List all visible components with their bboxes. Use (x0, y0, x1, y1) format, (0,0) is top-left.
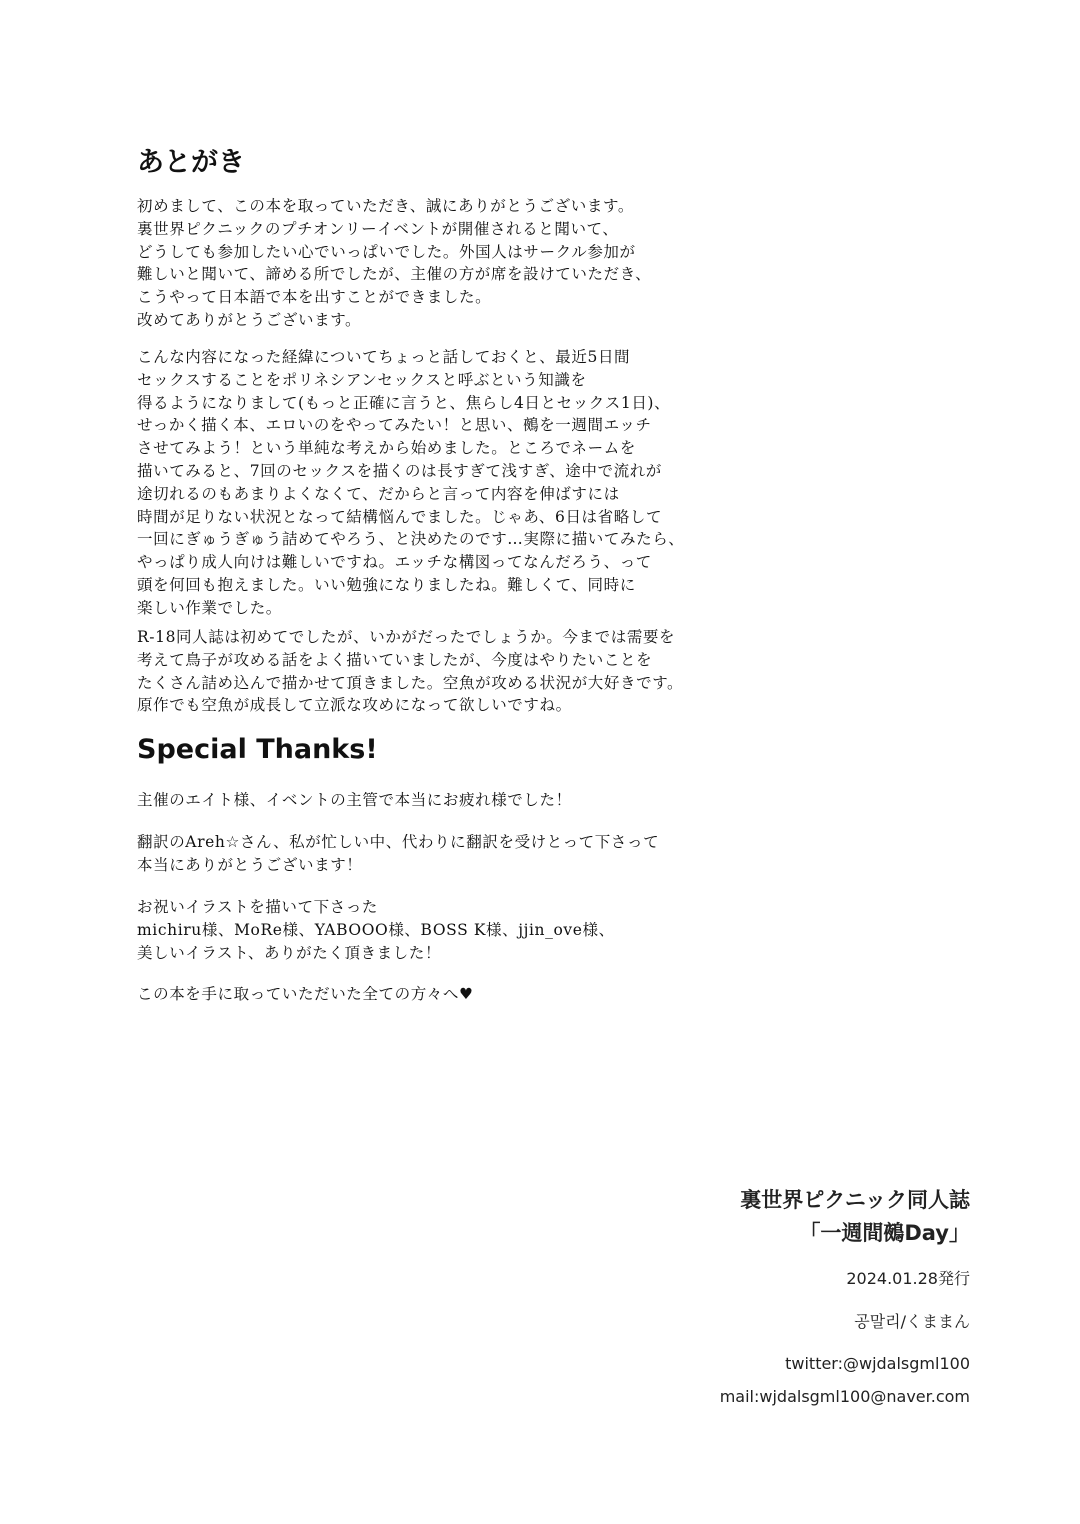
text-line: やっぱり成人向けは難しいですね。エッチな構図ってなんだろう、って (137, 553, 652, 572)
text-line: 途切れるのもあまりよくなくて、だからと言って内容を伸ばすには (137, 484, 620, 503)
text-line: 主催のエイト様、イベントの主管で本当にお疲れ様でした！ (137, 791, 572, 809)
text-line: セックスすることをポリネシアンセックスと呼ぶという知識を (137, 370, 587, 389)
afterword-paragraph-2 (137, 346, 757, 620)
text-line: 考えて鳥子が攻める話をよく描いていましたが、今度はやりたいことを (137, 650, 653, 669)
text-line: 頭を何回も抱えました。いい勉強になりましたね。難しくて、同時に (137, 575, 636, 594)
thanks-paragraph-2 (137, 831, 757, 877)
text-line: たくさん詰め込んで描かせて頂きました。空魚が攻める状況が大好きです。 (137, 673, 684, 692)
text-line: 改めてありがとうございます。 (137, 310, 362, 329)
text-line: 本当にありがとうございます！ (137, 855, 363, 874)
text-line: こんな内容になった経緯についてちょっと話しておくと、最近5日間 (137, 348, 631, 366)
authors: 공말리/くままん (854, 1312, 970, 1331)
book-title-line-2: 「一週間鵺Day」 (799, 1221, 970, 1245)
text-line: R-18同人誌は初めてでしたが、いかがだったでしょうか。今までは需要を (137, 628, 676, 646)
text-line: お祝いイラストを描いて下さった (137, 898, 379, 916)
thanks-paragraph-4 (137, 983, 757, 1006)
text-line: 裏世界ピクニックのプチオンリーイベントが開催されると聞いて、 (137, 219, 619, 238)
text-line: 難しいと聞いて、諦める所でしたが、主催の方が席を設けていただき、 (137, 265, 652, 284)
thanks-paragraph-3 (137, 896, 757, 964)
afterword-paragraph-1 (137, 195, 757, 332)
contact-email: mail:wjdalsgml100@naver.com (719, 1387, 970, 1406)
book-title-line-1: 裏世界ピクニック同人誌 (740, 1188, 970, 1212)
thanks-paragraph-1 (137, 789, 757, 812)
text-line: 得るようになりまして(もっと正確に言うと、焦らし4日とセックス1日)、 (137, 393, 671, 412)
afterword-paragraph-3 (137, 626, 757, 717)
afterword-heading: あとがき (137, 147, 245, 178)
text-line: 美しいイラスト、ありがたく頂きました！ (137, 943, 442, 962)
text-line: 一回にぎゅうぎゅう詰めてやろう、と決めたのです…実際に描いてみたら、 (137, 530, 685, 549)
text-line: どうしても参加したい心でいっぱいでした。外国人はサークル参加が (137, 242, 636, 261)
text-line: させてみよう！という単純な考えから始めました。ところでネームを (137, 439, 636, 458)
text-line: せっかく描く本、エロいのをやってみたい！と思い、鵺を一週間エッチ (137, 416, 652, 435)
text-line: 翻訳のAreh☆さん、私が忙しい中、代わりに翻訳を受けとって下さって (137, 833, 660, 851)
text-line: 時間が足りない状況となって結構悩んでました。じゃあ、6日は省略して (137, 507, 663, 526)
twitter-handle: twitter:@wjdalsgml100 (785, 1354, 970, 1373)
book-title (740, 1184, 970, 1250)
text-line: 楽しい作業でした。 (137, 598, 282, 617)
special-thanks-heading: Special Thanks! (137, 734, 378, 765)
publication-date: 2024.01.28発行 (846, 1269, 970, 1288)
text-line: 初めまして、この本を取っていただき、誠にありがとうございます。 (137, 197, 634, 215)
text-line: 描いてみると、7回のセックスを描くのは長すぎて浅すぎ、途中で流れが (137, 461, 662, 480)
text-line: michiru様、MoRe様、YABOOO様、BOSS K様、jjin_ove様、 (137, 920, 615, 939)
text-line: 原作でも空魚が成長して立派な攻めになって欲しいですね。 (137, 696, 572, 715)
text-line: こうやって日本語で本を出すことができました。 (137, 288, 492, 307)
text-line: この本を手に取っていただいた全ての方々へ♥ (137, 985, 474, 1003)
